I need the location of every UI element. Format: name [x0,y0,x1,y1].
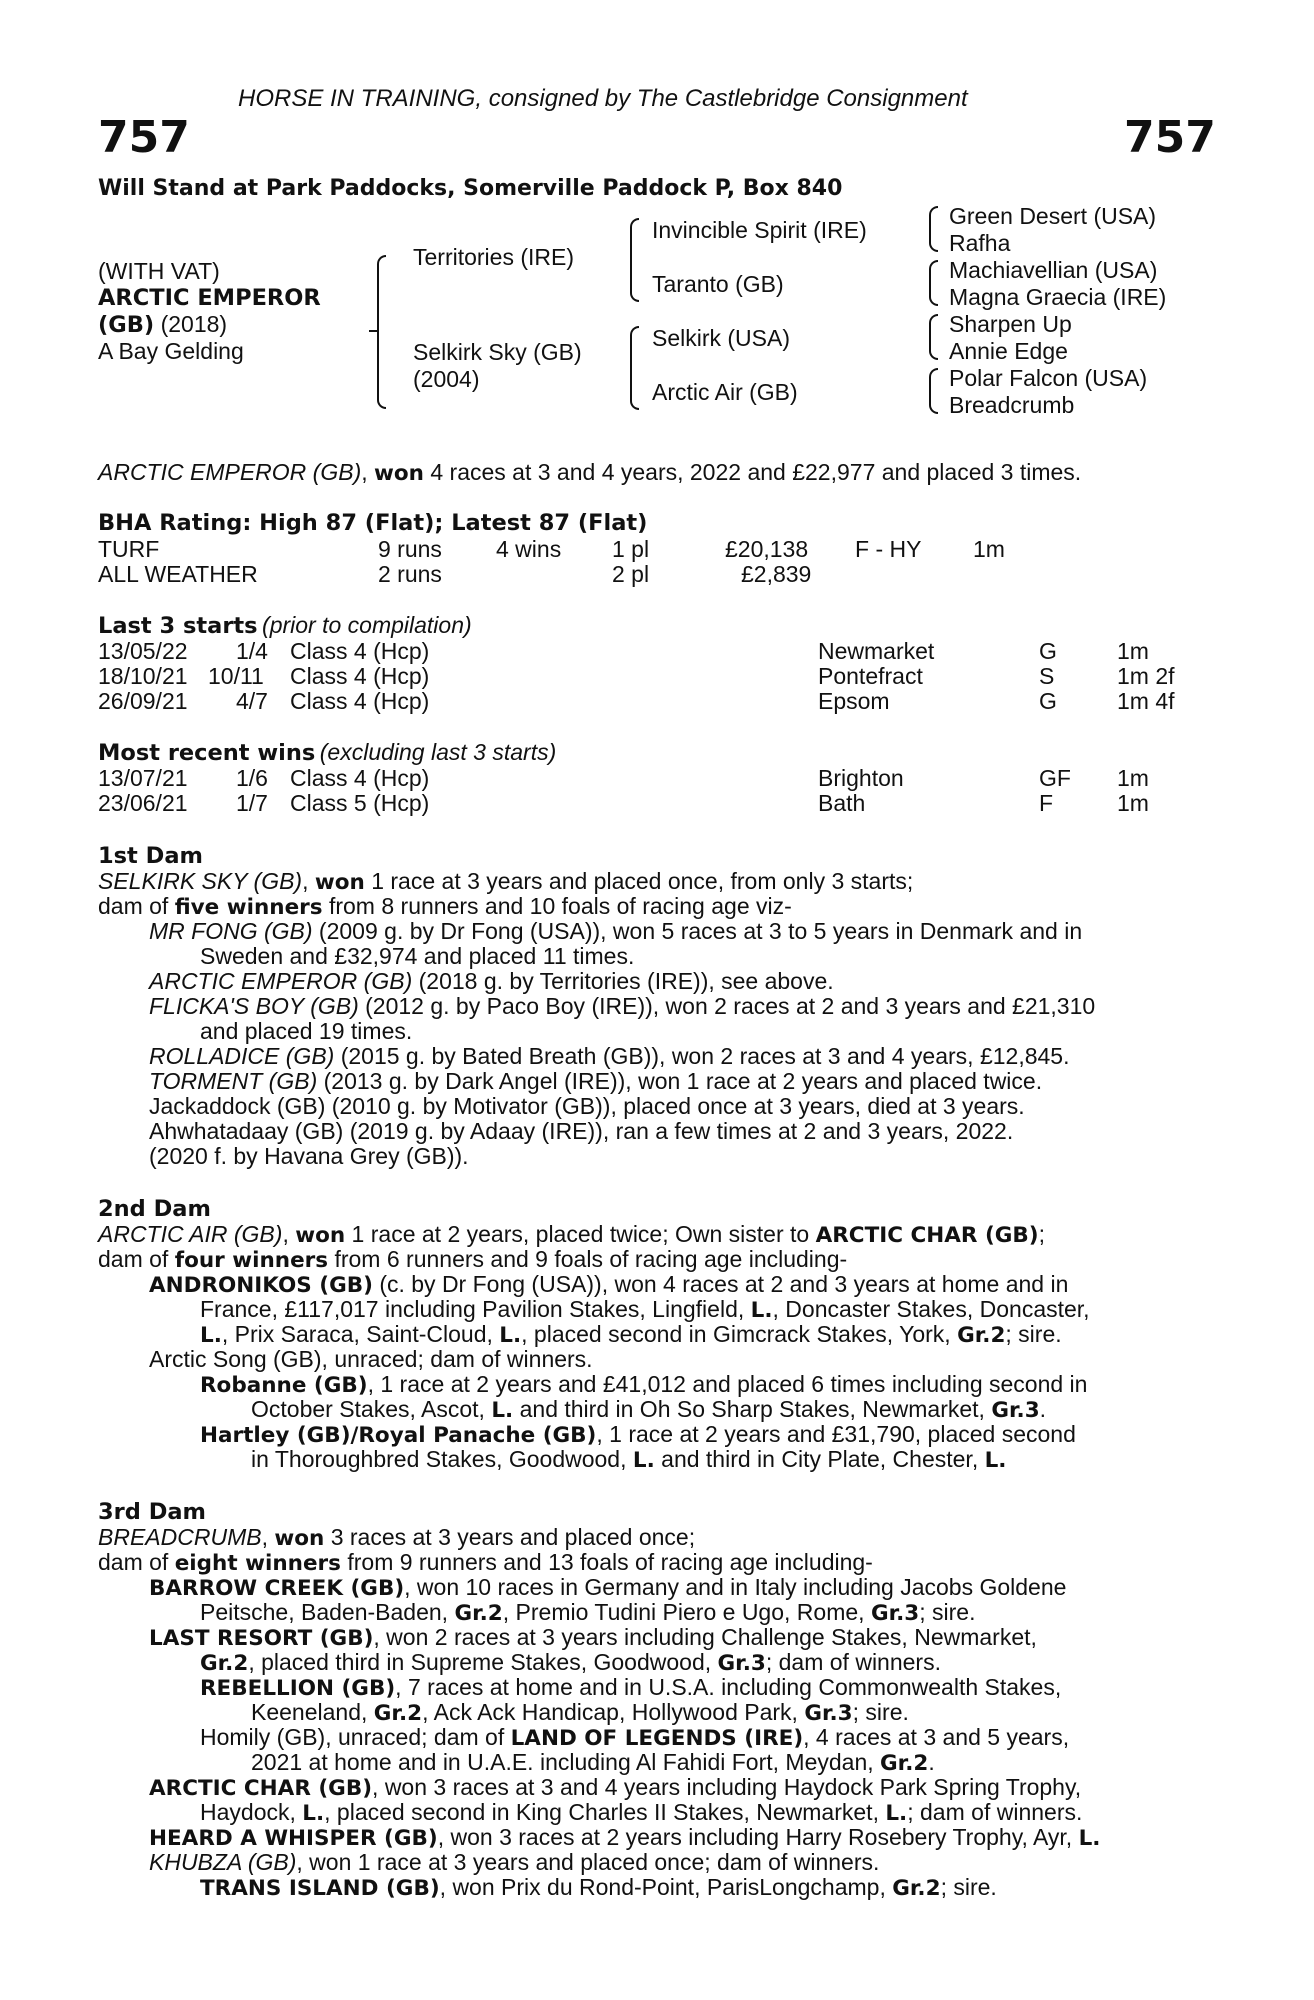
rating-runs: 9 runs [378,536,442,562]
first-dam-line: MR FONG (GB) (2009 g. by Dr Fong (USA)), won 5 races at 3 to 5 years in Denmark and in [149,918,1083,944]
third-dam-line: dam of eight winners from 9 runners and 13 foals of racing age including- [98,1549,873,1576]
pedigree-dam-dam: Arctic Air (GB) [652,379,798,405]
third-dam-line: Keeneland, Gr.2, Ack Ack Handicap, Hollywood Park, Gr.3; sire. [251,1699,909,1726]
win-going: GF [1039,765,1071,791]
pedigree-brace-5 [929,260,938,306]
start-date: 26/09/21 [98,688,188,714]
first-dam-line: (2020 f. by Havana Grey (GB)). [149,1143,469,1169]
second-dam-line: France, £117,017 including Pavilion Stakes, Lingfield, L., Doncaster Stakes, Doncaster, [200,1296,1090,1323]
start-date: 13/05/22 [98,638,188,664]
win-position: 1/6 [236,765,268,791]
second-dam-line: Robanne (GB), 1 race at 2 years and £41,012 and placed 6 times including second in [200,1371,1088,1398]
win-distance: 1m [1117,790,1149,816]
start-class: Class 4 (Hcp) [290,638,430,664]
first-dam-line: TORMENT (GB) (2013 g. by Dark Angel (IRE)), won 1 race at 2 years and placed twice. [149,1068,1043,1094]
third-dam-line: Haydock, L., placed second in King Charles II Stakes, Newmarket, L.; dam of winners. [200,1799,1083,1826]
third-dam-line: REBELLION (GB), 7 races at home and in U.S.A. including Commonwealth Stakes, [200,1674,1062,1701]
pedigree-g-3: Machiavellian (USA) [949,257,1158,283]
second-dam-line: dam of four winners from 6 runners and 9 foals of racing age including- [98,1246,848,1273]
third-dam-line: BREADCRUMB, won 3 races at 3 years and placed once; [98,1524,696,1551]
second-dam-line: Hartley (GB)/Royal Panache (GB), 1 race at 2 years and £31,790, placed second [200,1421,1076,1448]
race-summary: ARCTIC EMPEROR (GB), won 4 races at 3 and 4 years, 2022 and £22,977 and placed 3 times. [98,459,1082,486]
pedigree-g-7: Polar Falcon (USA) [949,365,1148,391]
pedigree-brace-6 [929,314,938,360]
win-date: 23/06/21 [98,790,188,816]
win-class: Class 4 (Hcp) [290,765,430,791]
start-position: 10/11 [208,663,264,689]
third-dam-line: TRANS ISLAND (GB), won Prix du Rond-Point, ParisLongchamp, Gr.2; sire. [200,1874,997,1901]
third-dam-heading: 3rd Dam [98,1499,206,1525]
pedigree-dam-year: (2004) [413,366,480,392]
third-dam-line: BARROW CREEK (GB), won 10 races in Germany and in Italy including Jacobs Goldene [149,1574,1067,1601]
third-dam-line: Homily (GB), unraced; dam of LAND OF LEGENDS (IRE), 4 races at 3 and 5 years, [200,1724,1070,1751]
first-dam-line: ROLLADICE (GB) (2015 g. by Bated Breath (GB)), won 2 races at 3 and 4 years, £12,845. [149,1043,1070,1069]
rating-surface: TURF [98,536,160,562]
rating-wins: 4 wins [496,536,562,562]
second-dam-line: in Thoroughbred Stakes, Goodwood, L. and third in City Plate, Chester, L. [251,1446,1007,1473]
first-dam-line: Jackaddock (GB) (2010 g. by Motivator (GB)), placed once at 3 years, died at 3 years. [149,1093,1025,1119]
win-course: Brighton [818,765,904,791]
second-dam-heading: 2nd Dam [98,1196,211,1222]
pedigree-sire: Territories (IRE) [413,244,575,270]
win-date: 13/07/21 [98,765,188,791]
pedigree-g-4: Magna Graecia (IRE) [949,284,1167,310]
first-dam-line: dam of five winners from 8 runners and 10 foals of racing age viz- [98,893,792,920]
lot-number-right: 757 [1124,112,1216,163]
stand-location: Will Stand at Park Paddocks, Somerville Paddock P, Box 840 [98,176,843,201]
third-dam-line: Peitsche, Baden-Baden, Gr.2, Premio Tudini Piero e Ugo, Rome, Gr.3; sire. [200,1599,976,1626]
start-date: 18/10/21 [98,663,188,689]
pedigree-brace-2 [630,218,639,302]
start-position: 4/7 [236,688,268,714]
first-dam-line: and placed 19 times. [200,1018,413,1044]
rating-placed: 1 pl [612,536,650,562]
pedigree-brace-4 [929,206,938,252]
second-dam-line: October Stakes, Ascot, L. and third in Oh So Sharp Stakes, Newmarket, Gr.3. [251,1396,1047,1423]
start-class: Class 4 (Hcp) [290,688,430,714]
first-dam-heading: 1st Dam [98,843,203,869]
win-position: 1/7 [236,790,268,816]
win-distance: 1m [1117,765,1149,791]
horse-description: A Bay Gelding [98,338,244,364]
start-class: Class 4 (Hcp) [290,663,430,689]
rating-heading: BHA Rating: High 87 (Flat); Latest 87 (Flat) [98,510,648,536]
third-dam-line: 2021 at home and in U.A.E. including Al Fahidi Fort, Meydan, Gr.2. [251,1749,935,1776]
second-dam-line: Arctic Song (GB), unraced; dam of winners. [149,1346,593,1372]
first-dam-line: SELKIRK SKY (GB), won 1 race at 3 years and placed once, from only 3 starts; [98,868,914,895]
start-distance: 1m 4f [1117,688,1175,714]
rating-runs: 2 runs [378,561,442,587]
first-dam-line: Ahwhatadaay (GB) (2019 g. by Adaay (IRE)), ran a few times at 2 and 3 years, 2022. [149,1118,1014,1144]
pedigree-sire-sire: Invincible Spirit (IRE) [652,217,867,243]
pedigree-brace-3 [630,326,639,410]
horse-name: ARCTIC EMPEROR [98,285,321,311]
third-dam-line: Gr.2, placed third in Supreme Stakes, Goodwood, Gr.3; dam of winners. [200,1649,941,1676]
start-course: Newmarket [818,638,935,664]
start-distance: 1m [1117,638,1149,664]
start-course: Pontefract [818,663,923,689]
second-dam-line: L., Prix Saraca, Saint-Cloud, L., placed second in Gimcrack Stakes, York, Gr.2; sire. [200,1321,1062,1348]
pedigree-g-2: Rafha [949,230,1011,256]
start-going: G [1039,638,1057,664]
recent-wins-heading: Most recent wins (excluding last 3 starts) [98,739,557,766]
pedigree-sire-dam: Taranto (GB) [652,271,784,297]
start-distance: 1m 2f [1117,663,1175,689]
pedigree-g-6: Annie Edge [949,338,1068,364]
lot-number-left: 757 [98,112,190,163]
third-dam-line: LAST RESORT (GB), won 2 races at 3 years including Challenge Stakes, Newmarket, [149,1624,1037,1651]
vat-note: (WITH VAT) [98,258,220,284]
first-dam-line: FLICKA'S BOY (GB) (2012 g. by Paco Boy (IRE)), won 2 races at 2 and 3 years and £21,310 [149,993,1096,1019]
start-course: Epsom [818,688,890,714]
rating-placed: 2 pl [612,561,650,587]
rating-distance: 1m [973,536,1005,562]
start-going: S [1039,663,1055,689]
horse-origin: (GB) (2018) [98,311,228,338]
pedigree-g-1: Green Desert (USA) [949,203,1157,229]
pedigree-brace-tick-1 [369,330,379,332]
rating-prize: £20,138 [725,536,809,562]
win-course: Bath [818,790,866,816]
pedigree-dam: Selkirk Sky (GB) [413,339,582,365]
win-going: F [1039,790,1054,816]
pedigree-brace-1 [377,255,386,409]
start-position: 1/4 [236,638,268,664]
second-dam-line: ANDRONIKOS (GB) (c. by Dr Fong (USA)), won 4 races at 2 and 3 years at home and in [149,1271,1069,1298]
pedigree-brace-7 [929,368,938,414]
win-class: Class 5 (Hcp) [290,790,430,816]
consignment-subtitle: HORSE IN TRAINING, consigned by The Castlebridge Consignment [238,85,968,112]
start-going: G [1039,688,1057,714]
third-dam-line: KHUBZA (GB), won 1 race at 3 years and placed once; dam of winners. [149,1849,880,1875]
rating-surface: ALL WEATHER [98,561,258,587]
pedigree-g-5: Sharpen Up [949,311,1072,337]
third-dam-line: HEARD A WHISPER (GB), won 3 races at 2 years including Harry Rosebery Trophy, Ayr, L. [149,1824,1101,1851]
second-dam-line: ARCTIC AIR (GB), won 1 race at 2 years, placed twice; Own sister to ARCTIC CHAR (GB); [98,1221,1046,1248]
pedigree-dam-sire: Selkirk (USA) [652,325,791,351]
rating-going: F - HY [855,536,922,562]
last-starts-heading: Last 3 starts (prior to compilation) [98,612,472,639]
first-dam-line: ARCTIC EMPEROR (GB) (2018 g. by Territories (IRE)), see above. [149,968,834,994]
pedigree-g-8: Breadcrumb [949,392,1075,418]
rating-prize: £2,839 [741,561,812,587]
third-dam-line: ARCTIC CHAR (GB), won 3 races at 3 and 4 years including Haydock Park Spring Trophy, [149,1774,1082,1801]
first-dam-line: Sweden and £32,974 and placed 11 times. [200,943,635,969]
